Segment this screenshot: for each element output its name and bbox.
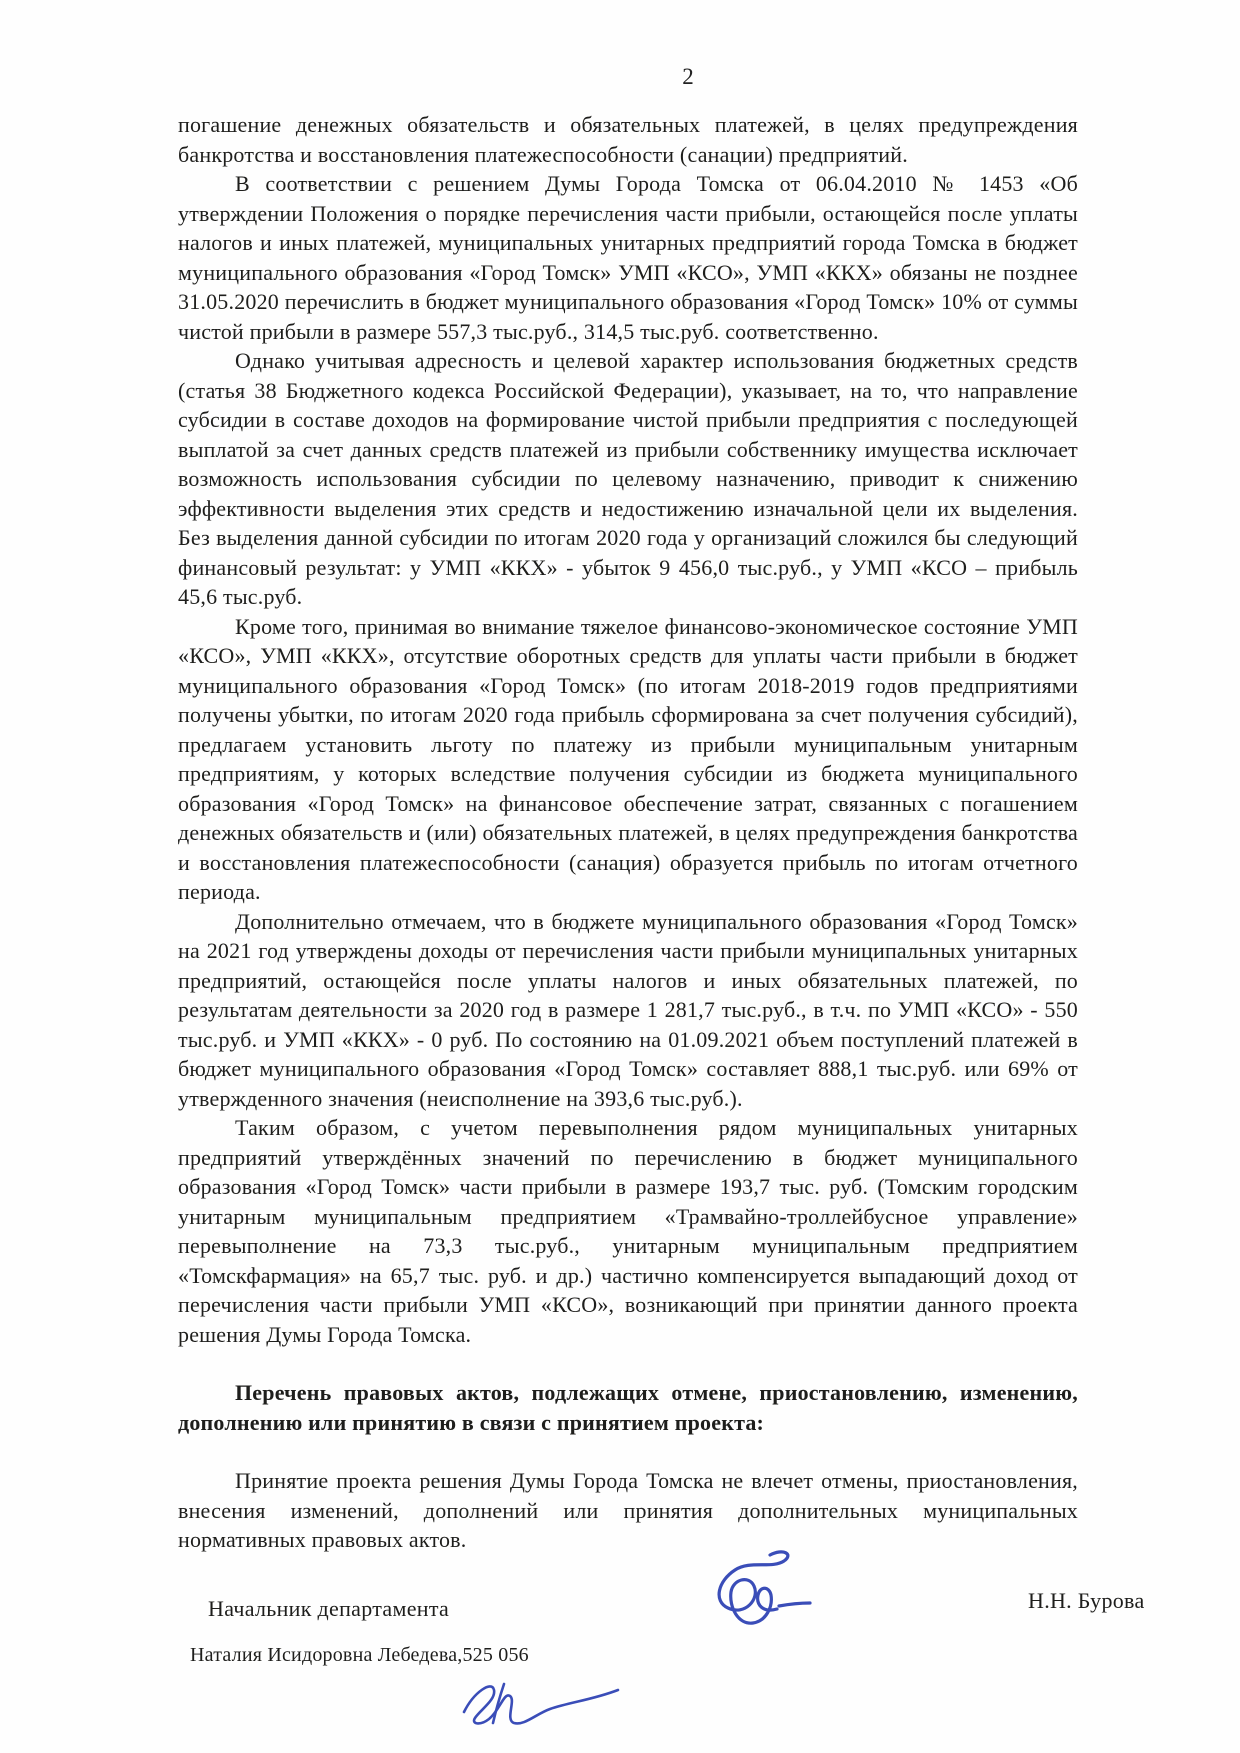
document-body [178,110,1078,1555]
legal-acts-list-heading: Перечень правовых актов, подлежащих отмене, приостановлению, изменению, дополнению или принятию в связи с принятием проекта: [178,1380,1078,1435]
page-number: 2 [682,64,694,89]
signature-scribble-icon [700,1548,830,1663]
executor-contact-line: Наталия Исидоровна Лебедева,525 056 [190,1644,529,1666]
body-paragraph-decision-reference: В соответствии с решением Думы Города Томска от 06.04.2010 № 1453 «Об утверждении Положения о порядке перечисления части прибыли, остающейся после уплаты налогов и иных платежей, муниципальных унитарных предприятий города Томска в бюджет муниципального образования «Город Томск» УМП «КСО», УМП «ККХ» обязаны не позднее 31.05.2020 перечислить в бюджет муниципального образования «Город Томск» 10% от суммы чистой прибыли в размере 557,3 тыс.руб., 314,5 тыс.руб. соответственно. [178,171,1078,344]
signer-name: Н.Н. Бурова [1028,1588,1145,1613]
signer-position-label: Начальник департамента [208,1596,450,1621]
body-paragraph-continuation: погашение денежных обязательств и обязательных платежей, в целях предупреждения банкротства и восстановления платежеспособности (санации) предприятий. [178,112,1078,167]
body-paragraph-budget-2021: Дополнительно отмечаем, что в бюджете муниципального образования «Город Томск» на 2021 год утверждены доходы от перечисления части прибыли муниципальных унитарных предприятий, остающейся после уплаты налогов и иных обязательных платежей, по результатам деятельности за 2020 год в размере 1 281,7 тыс.руб., в т.ч. по УМП «КСО» - 550 тыс.руб. и УМП «ККХ» - 0 руб. По состоянию на 01.09.2021 объем поступлений платежей в бюджет муниципального образования «Город Томск» составляет 888,1 тыс.руб. или 69% от утвержденного значения (неисполнение на 393,6 тыс.руб.). [178,908,1078,1111]
executor-signature-scribble-icon [452,1676,627,1739]
body-paragraph-subsidy-analysis: Однако учитывая адресность и целевой характер использования бюджетных средств (статья 38 Бюджетного кодекса Российской Федерации), указывает, на то, что направление субсидии в составе доходов на формирование чистой прибыли предприятия с последующей выплатой за счет данных средств платежей из прибыли собственнику имущества исключает возможность использования субсидии по целевому назначению, приводит к снижению эффективности выделения этих средств и недостижению изначальной цели их выделения. Без выделения данной субсидии по итогам 2020 года у организаций сложился бы следующий финансовый результат: у УМП «ККХ» - убыток 9 456,0 тыс.руб., у УМП «КСО – прибыль 45,6 тыс.руб. [178,348,1078,609]
body-paragraph-compensation: Таким образом, с учетом перевыполнения рядом муниципальных унитарных предприятий утверждённых значений по перечислению в бюджет муниципального образования «Город Томск» части прибыли в размере 193,7 тыс. руб. (Томским городским унитарным муниципальным предприятием «Трамвайно-троллейбусное управление» перевыполнение на 73,3 тыс.руб., унитарным муниципальным предприятием «Томскфармация» на 65,7 тыс. руб. и др.) частично компенсируется выпадающий доход от перечисления части прибыли УМП «КСО», возникающий при принятии данного проекта решения Думы Города Томска. [178,1115,1078,1347]
body-paragraph-benefit-proposal: Кроме того, принимая во внимание тяжелое финансово-экономическое состояние УМП «КСО», УМП «ККХ», отсутствие оборотных средств для уплаты части прибыли в бюджет муниципального образования «Город Томск» (по итогам 2018-2019 годов предприятиями получены убытки, по итогам 2020 года прибыль сформирована за счет получения субсидий), предлагаем установить льготу по платежу из прибыли муниципальным унитарным предприятиям, у которых вследствие получения субсидии из бюджета муниципального образования «Город Томск» на финансовое обеспечение затрат, связанных с погашением денежных обязательств и (или) обязательных платежей, в целях предупреждения банкротства и восстановления платежеспособности (санация) образуется прибыль по итогам отчетного периода. [178,613,1078,904]
body-paragraph-conclusion: Принятие проекта решения Думы Города Томска не влечет отмены, приостановления, внесения изменений, дополнений или принятия дополнительных муниципальных нормативных правовых актов. [178,1468,1078,1552]
